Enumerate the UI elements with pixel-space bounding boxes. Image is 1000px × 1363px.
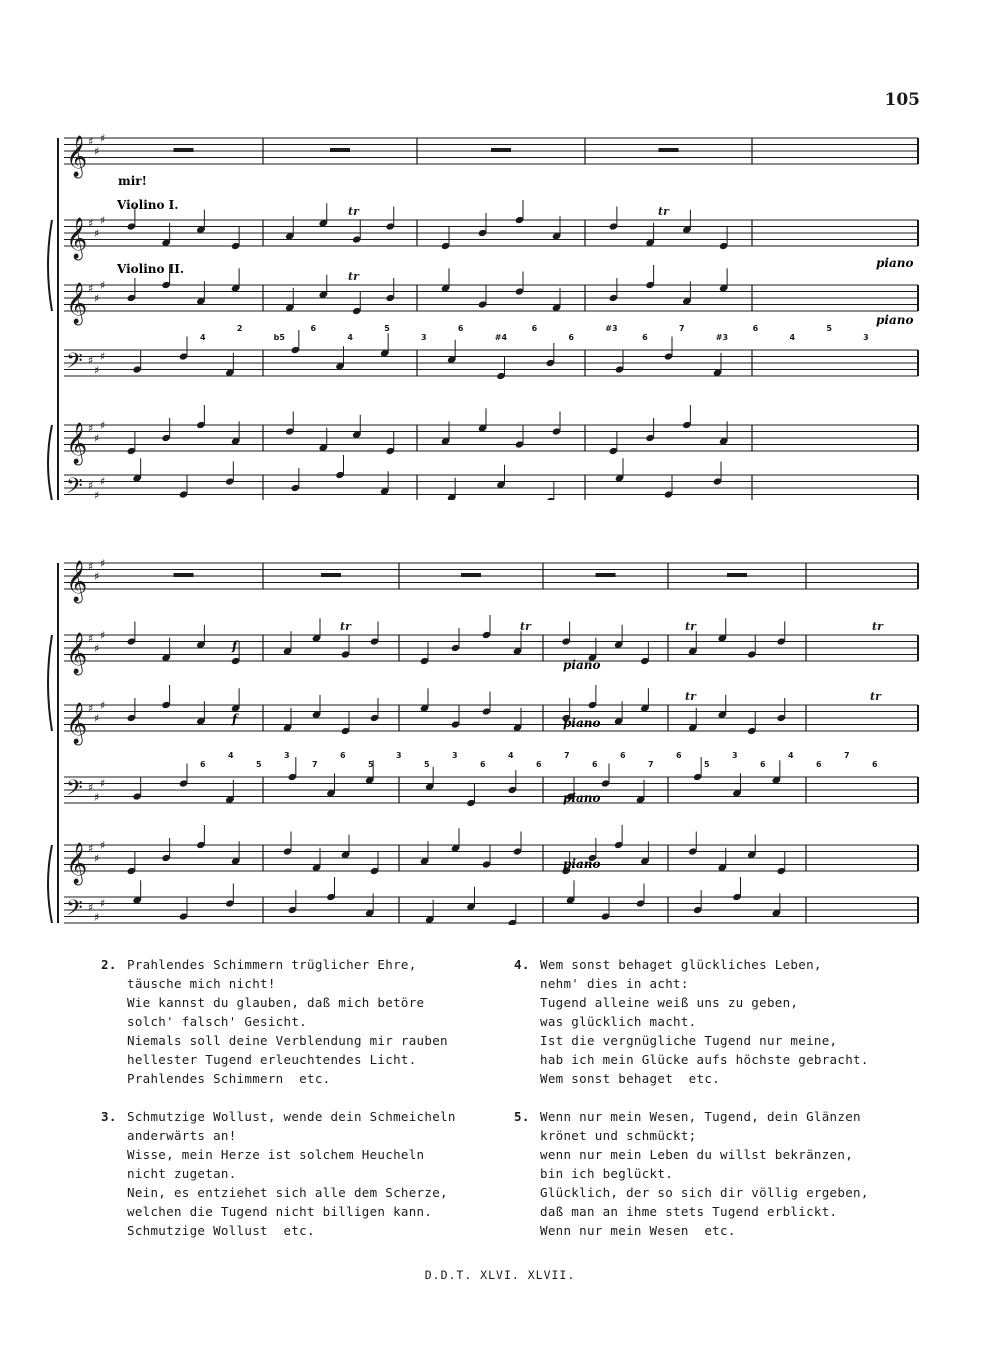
verse-line: bin ich beglückt. <box>540 1166 674 1181</box>
score-system-2 <box>0 545 1000 925</box>
sharp-icon: ♯ <box>100 839 106 852</box>
verse-line: hab ich mein Glücke aufs höchste gebracht. <box>540 1052 869 1067</box>
verse-line: Nein, es entziehet sich alle dem Scherze, <box>127 1185 448 1200</box>
verse-line: Wem sonst behaget etc. <box>540 1071 720 1086</box>
figured-bass-numeral: #3 <box>715 333 729 342</box>
figured-bass-numeral: 6 <box>816 760 822 769</box>
figured-bass-numeral: 4 <box>200 333 206 342</box>
dynamic-piano: piano <box>563 716 601 730</box>
sharp-icon: ♯ <box>100 132 106 145</box>
treble-clef-icon: 𝄞 <box>66 843 88 884</box>
figured-bass-numeral: 3 <box>284 751 290 760</box>
dynamic-piano: piano <box>563 857 601 871</box>
figured-bass-numeral: 6 <box>531 324 538 333</box>
sharp-icon: ♯ <box>100 699 106 712</box>
verse-number: 4. <box>514 957 530 972</box>
sharp-icon: ♯ <box>100 777 106 790</box>
keyboard-brace <box>48 425 52 500</box>
figured-bass-numeral: 5 <box>368 760 374 769</box>
figured-bass-numeral: 4 <box>228 751 234 760</box>
violin-brace <box>48 635 52 731</box>
trill-mark: tr <box>658 205 669 218</box>
verse-line: welchen die Tugend nicht billigen kann. <box>127 1204 433 1219</box>
notes <box>127 573 884 925</box>
sharp-icon: ♯ <box>94 791 100 804</box>
sharp-icon: ♯ <box>94 852 100 865</box>
sharp-icon: ♯ <box>100 350 106 363</box>
notes <box>127 148 729 500</box>
verse-4 <box>514 955 869 1088</box>
figured-bass-numeral: 4 <box>508 751 514 760</box>
figured-bass-numeral: 5 <box>704 760 710 769</box>
treble-clef-icon: 𝄞 <box>66 633 88 674</box>
verse-line: wenn nur mein Leben du willst bekränzen, <box>540 1147 854 1162</box>
sharp-icon: ♯ <box>94 364 100 377</box>
trill-mark: tr <box>685 620 696 633</box>
sharp-icon: ♯ <box>88 781 94 794</box>
sharp-icon: ♯ <box>100 279 106 292</box>
verse-line: solch' falsch' Gesicht. <box>127 1014 307 1029</box>
footer-source: D.D.T. XLVI. XLVII. <box>424 1268 576 1282</box>
violin-1-label: Violino I. <box>117 198 179 212</box>
sharp-icon: ♯ <box>88 632 94 645</box>
sharp-icon: ♯ <box>88 479 94 492</box>
sharp-icon: ♯ <box>94 489 100 500</box>
bass-clef-icon: 𝄢 <box>66 896 83 925</box>
verse-line: nicht zugetan. <box>127 1166 237 1181</box>
score-system-1 <box>0 120 1000 500</box>
verse-2 <box>101 955 448 1088</box>
figured-bass-numeral: 4 <box>347 333 353 342</box>
figured-bass-numeral: 6 <box>752 324 759 333</box>
sharp-icon: ♯ <box>88 901 94 914</box>
figured-bass-numeral: 5 <box>424 760 430 769</box>
dynamic-piano: piano <box>563 658 601 672</box>
bass-clef-icon: 𝄢 <box>66 474 83 500</box>
verse-line: Prahlendes Schimmern etc. <box>127 1071 331 1086</box>
sharp-icon: ♯ <box>88 702 94 715</box>
dynamic-forte: f <box>232 712 238 726</box>
verse-5 <box>514 1107 869 1240</box>
verse-line: Niemals soll deine Verblendung mir rauben <box>127 1033 448 1048</box>
trill-mark: tr <box>340 620 351 633</box>
verse-3 <box>101 1107 456 1240</box>
staff-lines <box>48 557 918 925</box>
verse-line: täusche mich nicht! <box>127 976 276 991</box>
dynamic-piano: piano <box>563 791 601 805</box>
figured-bass-numeral: 7 <box>844 751 850 760</box>
verse-line: Wenn nur mein Wesen, Tugend, dein Glänzen <box>540 1109 861 1124</box>
treble-clef-icon: 𝄞 <box>66 703 88 744</box>
sharp-icon: ♯ <box>94 227 100 240</box>
bass-clef-icon: 𝄢 <box>66 349 83 379</box>
figured-bass-numeral: 6 <box>536 760 542 769</box>
treble-clef-icon: 𝄞 <box>66 218 88 259</box>
figured-bass-numeral: 6 <box>340 751 346 760</box>
sharp-icon: ♯ <box>94 642 100 655</box>
bass-clef-icon: 𝄢 <box>66 776 83 806</box>
figured-bass-numeral: 6 <box>568 333 574 342</box>
verse-line: Schmutzige Wollust, wende dein Schmeicheln <box>127 1109 456 1124</box>
voice-lyric: mir! <box>118 174 147 188</box>
sharp-icon: ♯ <box>88 842 94 855</box>
trill-mark: tr <box>348 270 359 283</box>
whole-rest-icon <box>174 148 194 152</box>
treble-clef-icon: 𝄞 <box>66 423 88 464</box>
verse-line: Prahlendes Schimmern trüglicher Ehre, <box>127 957 417 972</box>
figured-bass-numeral: 7 <box>648 760 654 769</box>
sharp-icon: ♯ <box>88 135 94 148</box>
figured-bass-numeral: 3 <box>732 751 738 760</box>
sharp-icon: ♯ <box>94 712 100 725</box>
verse-line: Schmutzige Wollust etc. <box>127 1223 315 1238</box>
whole-rest-icon <box>321 573 341 577</box>
figured-bass-numeral: 5 <box>826 324 832 333</box>
sharp-icon: ♯ <box>88 282 94 295</box>
dynamic-piano: piano <box>876 313 914 327</box>
trill-mark: tr <box>520 620 531 633</box>
verse-number: 2. <box>101 957 117 972</box>
figured-bass-numeral: #4 <box>494 333 508 342</box>
figured-bass-numeral: 5 <box>384 324 390 333</box>
figured-bass-numeral: 7 <box>678 324 685 333</box>
sharp-icon: ♯ <box>100 897 106 910</box>
trill-mark: tr <box>872 620 883 633</box>
page-number: 105 <box>884 90 920 110</box>
verse-line: Tugend alleine weiß uns zu geben, <box>540 995 799 1010</box>
figured-bass-numeral: 6 <box>200 760 206 769</box>
figured-bass-numeral: 6 <box>760 760 766 769</box>
sharp-icon: ♯ <box>100 419 106 432</box>
figured-bass-numeral: 6 <box>872 760 878 769</box>
verse-line: nehm' dies in acht: <box>540 976 689 991</box>
whole-rest-icon <box>330 148 350 152</box>
figured-bass-numeral: 6 <box>310 324 317 333</box>
keyboard-brace <box>48 845 52 923</box>
sharp-icon: ♯ <box>94 145 100 158</box>
sharp-icon: ♯ <box>88 354 94 367</box>
figured-bass-numeral: 6 <box>457 324 464 333</box>
sharp-icon: ♯ <box>100 557 106 570</box>
figured-bass-numeral: 5 <box>256 760 262 769</box>
figured-bass <box>200 751 878 769</box>
sharp-icon: ♯ <box>88 217 94 230</box>
figured-bass-numeral: 3 <box>396 751 402 760</box>
verse-number: 5. <box>514 1109 530 1124</box>
figured-bass-numeral: #3 <box>605 324 618 333</box>
sharp-icon: ♯ <box>94 432 100 445</box>
whole-rest-icon <box>174 573 194 577</box>
whole-rest-icon <box>659 148 679 152</box>
verse-line: Glücklich, der so sich dir völlig ergeben, <box>540 1185 869 1200</box>
figured-bass-numeral: 7 <box>312 760 318 769</box>
sharp-icon: ♯ <box>100 475 106 488</box>
figured-bass-numeral: 7 <box>564 751 570 760</box>
figured-bass-numeral: 3 <box>452 751 458 760</box>
trill-mark: tr <box>685 690 696 703</box>
figured-bass-numeral: b5 <box>273 333 285 342</box>
verse-line: hellester Tugend erleuchtendes Licht. <box>127 1052 417 1067</box>
verse-line: anderwärts an! <box>127 1128 237 1143</box>
figured-bass-numeral: 6 <box>480 760 486 769</box>
verse-line: Wie kannst du glauben, daß mich betöre <box>127 995 425 1010</box>
figured-bass <box>200 324 869 342</box>
staff-lines <box>48 132 918 500</box>
figured-bass-numeral: 4 <box>789 333 796 342</box>
whole-rest-icon <box>491 148 511 152</box>
figured-bass-numeral: 6 <box>592 760 598 769</box>
sharp-icon: ♯ <box>100 214 106 227</box>
figured-bass-numeral: 6 <box>642 333 648 342</box>
figured-bass-numeral: 6 <box>676 751 682 760</box>
dynamic-piano: piano <box>876 256 914 270</box>
treble-clef-icon: 𝄞 <box>66 136 88 177</box>
figured-bass-numeral: 3 <box>863 333 869 342</box>
sharp-icon: ♯ <box>88 560 94 573</box>
figured-bass-numeral: 4 <box>788 751 794 760</box>
violin-brace <box>48 220 52 311</box>
trill-mark: tr <box>870 690 881 703</box>
verse-line: Ist die vergnügliche Tugend nur meine, <box>540 1033 838 1048</box>
sharp-icon: ♯ <box>100 629 106 642</box>
violin-2-label: Violino II. <box>117 262 185 276</box>
sharp-icon: ♯ <box>88 422 94 435</box>
verse-line: Wenn nur mein Wesen etc. <box>540 1223 736 1238</box>
sharp-icon: ♯ <box>94 570 100 583</box>
verse-number: 3. <box>101 1109 117 1124</box>
whole-rest-icon <box>461 573 481 577</box>
figured-bass-numeral: 2 <box>236 324 243 333</box>
whole-rest-icon <box>596 573 616 577</box>
treble-clef-icon: 𝄞 <box>66 283 88 324</box>
verse-line: daß man an ihme stets Tugend erblickt. <box>540 1204 838 1219</box>
figured-bass-numeral: 6 <box>620 751 626 760</box>
figured-bass-numeral: 3 <box>421 333 427 342</box>
whole-rest-icon <box>727 573 747 577</box>
treble-clef-icon: 𝄞 <box>66 561 88 602</box>
verse-line: was glücklich macht. <box>540 1014 697 1029</box>
verse-line: krönet und schmückt; <box>540 1128 697 1143</box>
dynamic-forte: f <box>232 639 238 653</box>
sharp-icon: ♯ <box>94 911 100 924</box>
verse-line: Wisse, mein Herze ist solchem Heucheln <box>127 1147 425 1162</box>
sharp-icon: ♯ <box>94 292 100 305</box>
verse-line: Wem sonst behaget glückliches Leben, <box>540 957 822 972</box>
trill-mark: tr <box>348 205 359 218</box>
